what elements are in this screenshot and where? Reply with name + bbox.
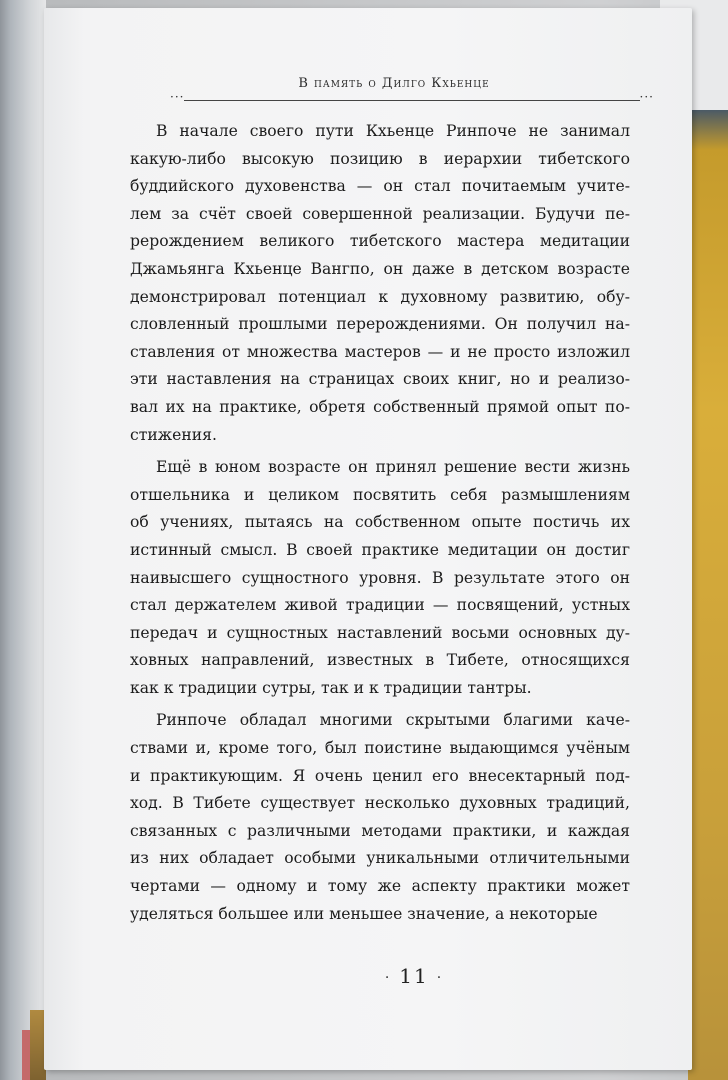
page-number-dot-right: · bbox=[436, 969, 444, 986]
text-line: демонстрировал потенциал к духовному развитию, обу- bbox=[130, 287, 630, 306]
book-back-cover bbox=[688, 110, 728, 1080]
text-line: буддийского духовенства — он стал почитаемым учите- bbox=[130, 177, 630, 196]
header-rule bbox=[184, 100, 640, 101]
text-line: Джамьянга Кхьенце Вангпо, он даже в детском возрасте bbox=[130, 259, 630, 278]
text-line: ховных направлений, известных в Тибете, относящихся bbox=[130, 651, 630, 670]
text-line: наивысшего сущностного уровня. В результате этого он bbox=[130, 568, 630, 587]
text-line: Ринпоче обладал многими скрытыми благими каче- bbox=[156, 711, 630, 730]
text-line: эти наставления на страницах своих книг, но и реализо- bbox=[130, 370, 630, 389]
text-line: ставления от множества мастеров — и не просто изложил bbox=[130, 342, 630, 361]
text-line: вал их на практике, обретя собственный прямой опыт по- bbox=[130, 397, 630, 416]
header-dots-left: ··· bbox=[170, 90, 185, 104]
text-line: ход. В Тибете существует несколько духовных традиций, bbox=[130, 794, 630, 813]
running-header-title: В память о Дилго Кхьенце bbox=[298, 76, 490, 91]
text-line: чертами — одному и тому же аспекту практики может bbox=[130, 877, 630, 896]
text-line: рерождением великого тибетского мастера медитации bbox=[130, 232, 630, 251]
text-line: истинный смысл. В своей практике медитации он достиг bbox=[130, 540, 630, 559]
text-line: В начале своего пути Кхьенце Ринпоче не занимал bbox=[156, 122, 630, 140]
text-line: отшельника и целиком посвятить себя размышлениям bbox=[130, 485, 630, 504]
text-line: стал держателем живой традиции — посвящений, устных bbox=[130, 596, 630, 615]
text-line: лем за счёт своей совершенной реализации. Будучи пе- bbox=[130, 204, 630, 223]
text-line: стижения. bbox=[130, 425, 217, 444]
paragraph bbox=[130, 707, 630, 928]
text-line: передач и сущностных наставлений восьми основных ду- bbox=[130, 623, 630, 642]
text-line: ствами и, кроме того, был поистине выдающимся учёным bbox=[130, 739, 630, 758]
body-text bbox=[130, 118, 630, 933]
page-number bbox=[364, 964, 464, 988]
paragraph bbox=[130, 118, 630, 449]
page-number-value: 11 bbox=[399, 964, 429, 988]
paragraph bbox=[130, 454, 630, 702]
text-line: из них обладает особыми уникальными отличительными bbox=[130, 849, 630, 868]
previous-page-edge bbox=[0, 0, 46, 1080]
running-header bbox=[134, 74, 654, 112]
text-line: уделяться большее или меньшее значение, а некоторые bbox=[130, 904, 598, 923]
text-line: Ещё в юном возрасте он принял решение вести жизнь bbox=[156, 458, 630, 477]
text-line: словленный прошлыми перерождениями. Он получил на- bbox=[130, 315, 630, 334]
header-dots-right: ··· bbox=[639, 90, 654, 104]
page-number-dot-left: · bbox=[384, 969, 392, 986]
text-line: связанных с различными методами практики, и каждая bbox=[130, 821, 630, 840]
text-line: как к традиции сутры, так и к традиции тантры. bbox=[130, 678, 532, 697]
text-line: какую-либо высокую позицию в иерархии тибетского bbox=[130, 149, 630, 168]
text-line: об учениях, пытаясь на собственном опыте постичь их bbox=[130, 513, 630, 532]
text-line: и практикующим. Я очень ценил его внесектарный под- bbox=[130, 766, 630, 785]
